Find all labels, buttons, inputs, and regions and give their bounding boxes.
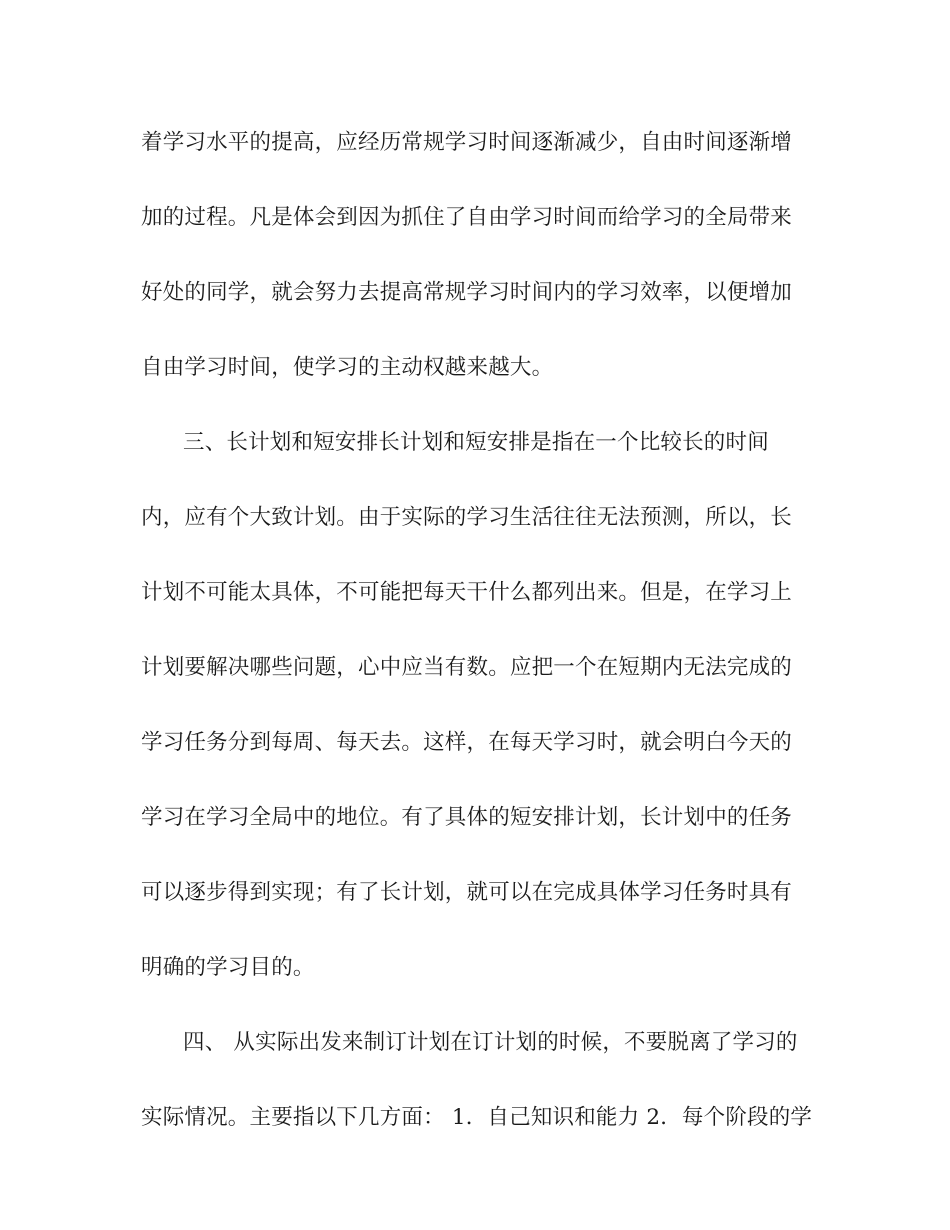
paragraph-line: 自由学习时间，使学习的主动权越来越大。 [141, 355, 554, 380]
paragraph-line: 学习在学习全局中的地位。有了具体的短安排计划，长计划中的任务 [141, 805, 793, 830]
paragraph-line: 好处的同学，就会努力去提高常规学习时间内的学习效率，以便增加 [141, 280, 793, 305]
section-heading-line: 四、 从实际出发来制订计划在订计划的时候，不要脱离了学习的 [183, 1030, 798, 1055]
paragraph-line: 学习任务分到每周、每天去。这样，在每天学习时，就会明白今天的 [141, 730, 793, 755]
paragraph-line: 计划要解决哪些问题，心中应当有数。应把一个在短期内无法完成的 [141, 655, 793, 680]
paragraph-line: 加的过程。凡是体会到因为抓住了自由学习时间而给学习的全局带来 [141, 205, 793, 230]
paragraph-line: 内，应有个大致计划。由于实际的学习生活往往无法预测，所以，长 [141, 505, 793, 530]
paragraph-line: 着学习水平的提高，应经历常规学习时间逐渐减少，自由时间逐渐增 [141, 130, 793, 155]
paragraph-line: 可以逐步得到实现；有了长计划，就可以在完成具体学习任务时具有 [141, 880, 793, 905]
paragraph-line: 计划不可能太具体，不可能把每天干什么都列出来。但是，在学习上 [141, 580, 793, 605]
paragraph-line: 明确的学习目的。 [141, 955, 315, 980]
paragraph-line: 实际情况。主要指以下几方面： 1．自己知识和能力 2．每个阶段的学 [141, 1105, 813, 1130]
section-heading-line: 三、长计划和短安排长计划和短安排是指在一个比较长的时间 [183, 430, 769, 455]
